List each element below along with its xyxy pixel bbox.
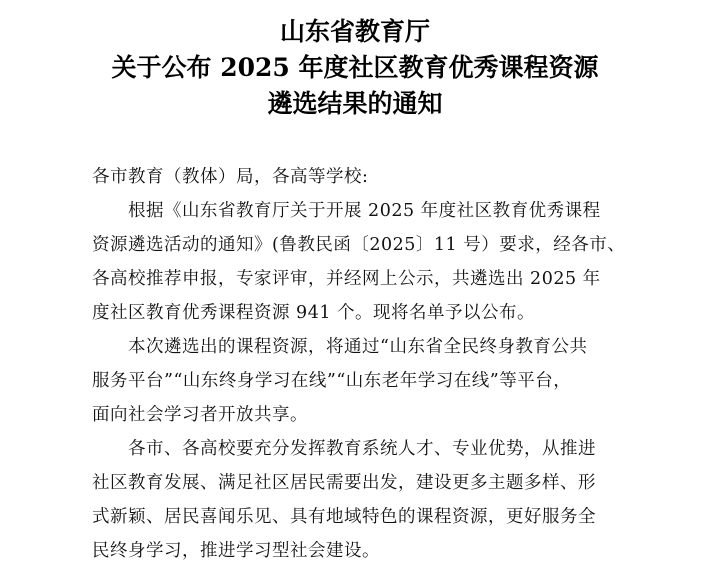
paragraph-basis [92, 194, 626, 330]
paragraph-line: 式新颖、居民喜闻乐见、具有地域特色的课程资源，更好服务全 [92, 507, 596, 527]
paragraph-line: 本次遴选出的课程资源，将通过“山东省全民终身教育公共 [128, 337, 588, 357]
paragraph-line: 社区教育发展、满足社区居民需要出发，建设更多主题多样、形 [92, 473, 596, 493]
paragraph-line: 度社区教育优秀课程资源 941 个。现将名单予以公布。 [92, 303, 536, 323]
paragraph-line: 服务平台”“山东终身学习在线”“山东老年学习在线”等平台， [92, 371, 572, 391]
paragraph-line: 民终身学习，推进学习型社会建设。 [92, 541, 380, 561]
title-line-subject: 关于公布 2025 年度社区教育优秀课程资源 [111, 53, 599, 82]
title-line-subject-end: 遴选结果的通知 [267, 89, 443, 118]
paragraph-sharing [92, 330, 622, 432]
document-title [0, 14, 710, 122]
paragraph-line: 资源遴选活动的通知》(鲁教民函〔2025〕11 号）要求，经各市、 [92, 235, 626, 255]
paragraph-line: 各市、各高校要充分发挥教育系统人才、专业优势，从推进 [128, 439, 596, 459]
paragraph-line: 各高校推荐申报，专家评审，并经网上公示，共遴选出 2025 年 [92, 269, 601, 289]
paragraph-line: 面向社会学习者开放共享。 [92, 405, 308, 425]
paragraph-line: 根据《山东省教育厅关于开展 2025 年度社区教育优秀课程 [128, 201, 601, 221]
document-body [92, 160, 626, 568]
paragraph-requirements [92, 432, 622, 568]
salutation: 各市教育（教体）局，各高等学校: [92, 167, 369, 187]
title-line-issuer: 山东省教育厅 [279, 17, 430, 46]
